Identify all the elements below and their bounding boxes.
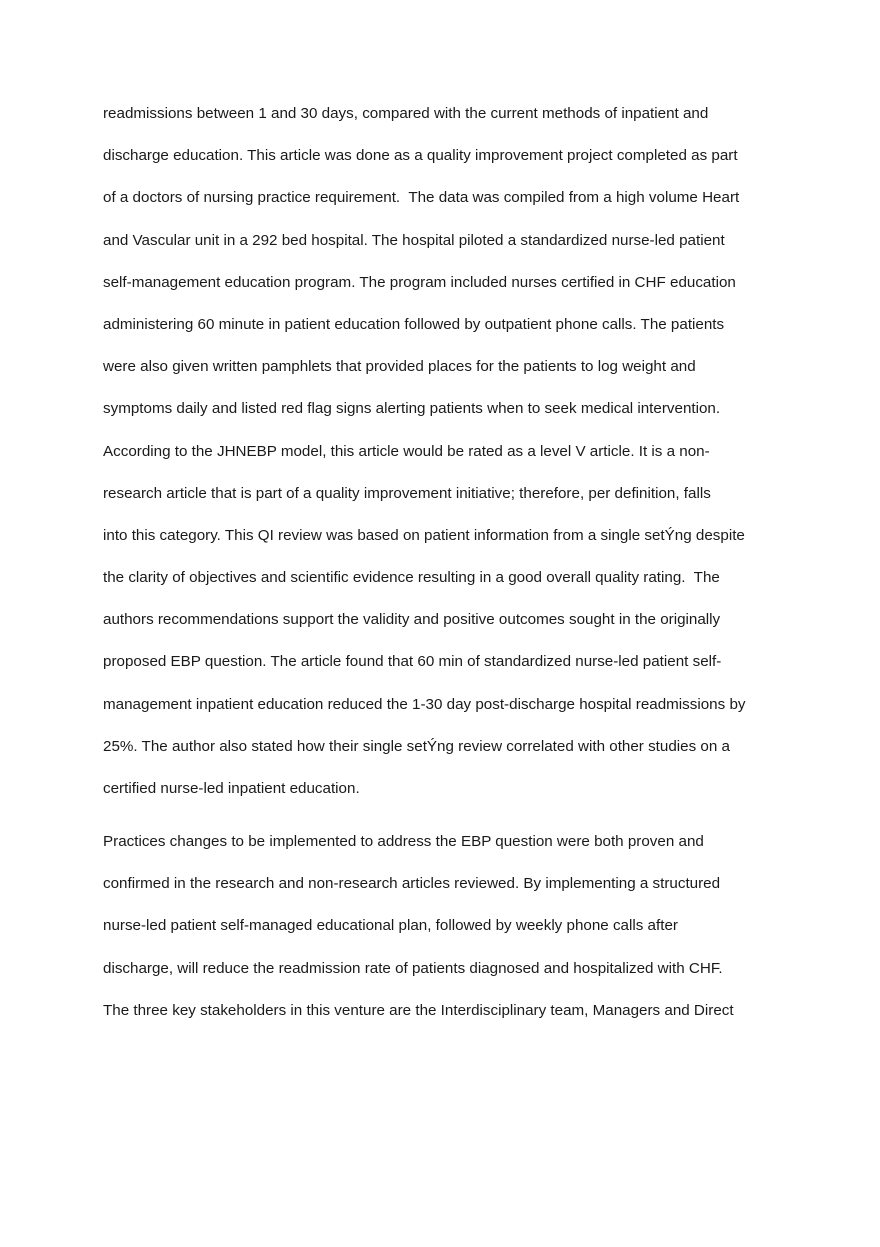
text-line: and Vascular unit in a 292 bed hospital. The hospital piloted a standardized nurse-led patient: [103, 231, 725, 249]
text-line: self-management education program. The program included nurses certified in CHF education: [103, 273, 736, 291]
text-line: discharge, will reduce the readmission rate of patients diagnosed and hospitalized with CHF.: [103, 959, 723, 977]
text-line: nurse-led patient self-managed educational plan, followed by weekly phone calls after: [103, 917, 678, 935]
text-line: According to the JHNEBP model, this article would be rated as a level V article. It is a non-: [103, 442, 710, 460]
text-line: 25%. The author also stated how their single setÝng review correlated with other studies on a: [103, 737, 730, 755]
text-line: symptoms daily and listed red flag signs alerting patients when to seek medical intervention.: [103, 400, 721, 418]
paragraph-evidence-review: [103, 93, 746, 810]
text-line: The three key stakeholders in this venture are the Interdisciplinary team, Managers and Direct: [103, 1001, 734, 1019]
paragraph-practice-changes: [103, 821, 734, 1032]
text-line: confirmed in the research and non-research articles reviewed. By implementing a structured: [103, 875, 721, 893]
text-line: authors recommendations support the validity and positive outcomes sought in the originally: [103, 611, 721, 629]
text-line: certified nurse-led inpatient education.: [103, 780, 360, 797]
text-line: discharge education. This article was done as a quality improvement project completed as part: [103, 147, 738, 165]
text-line: of a doctors of nursing practice requirement. The data was compiled from a high volume Heart: [103, 189, 740, 207]
text-line: research article that is part of a quality improvement initiative; therefore, per definition, falls: [103, 484, 711, 502]
text-line: readmissions between 1 and 30 days, compared with the current methods of inpatient and: [103, 105, 709, 122]
text-line: Practices changes to be implemented to address the EBP question were both proven and: [103, 833, 704, 850]
text-line: the clarity of objectives and scientific evidence resulting in a good overall quality rating. The: [103, 569, 720, 587]
text-line: management inpatient education reduced the 1-30 day post-discharge hospital readmissions by: [103, 695, 746, 713]
text-line: into this category. This QI review was based on patient information from a single setÝng despite: [103, 526, 745, 544]
text-line: proposed EBP question. The article found that 60 min of standardized nurse-led patient self-: [103, 653, 722, 671]
text-line: were also given written pamphlets that provided places for the patients to log weight and: [103, 358, 696, 376]
text-line: administering 60 minute in patient education followed by outpatient phone calls. The patients: [103, 315, 725, 333]
